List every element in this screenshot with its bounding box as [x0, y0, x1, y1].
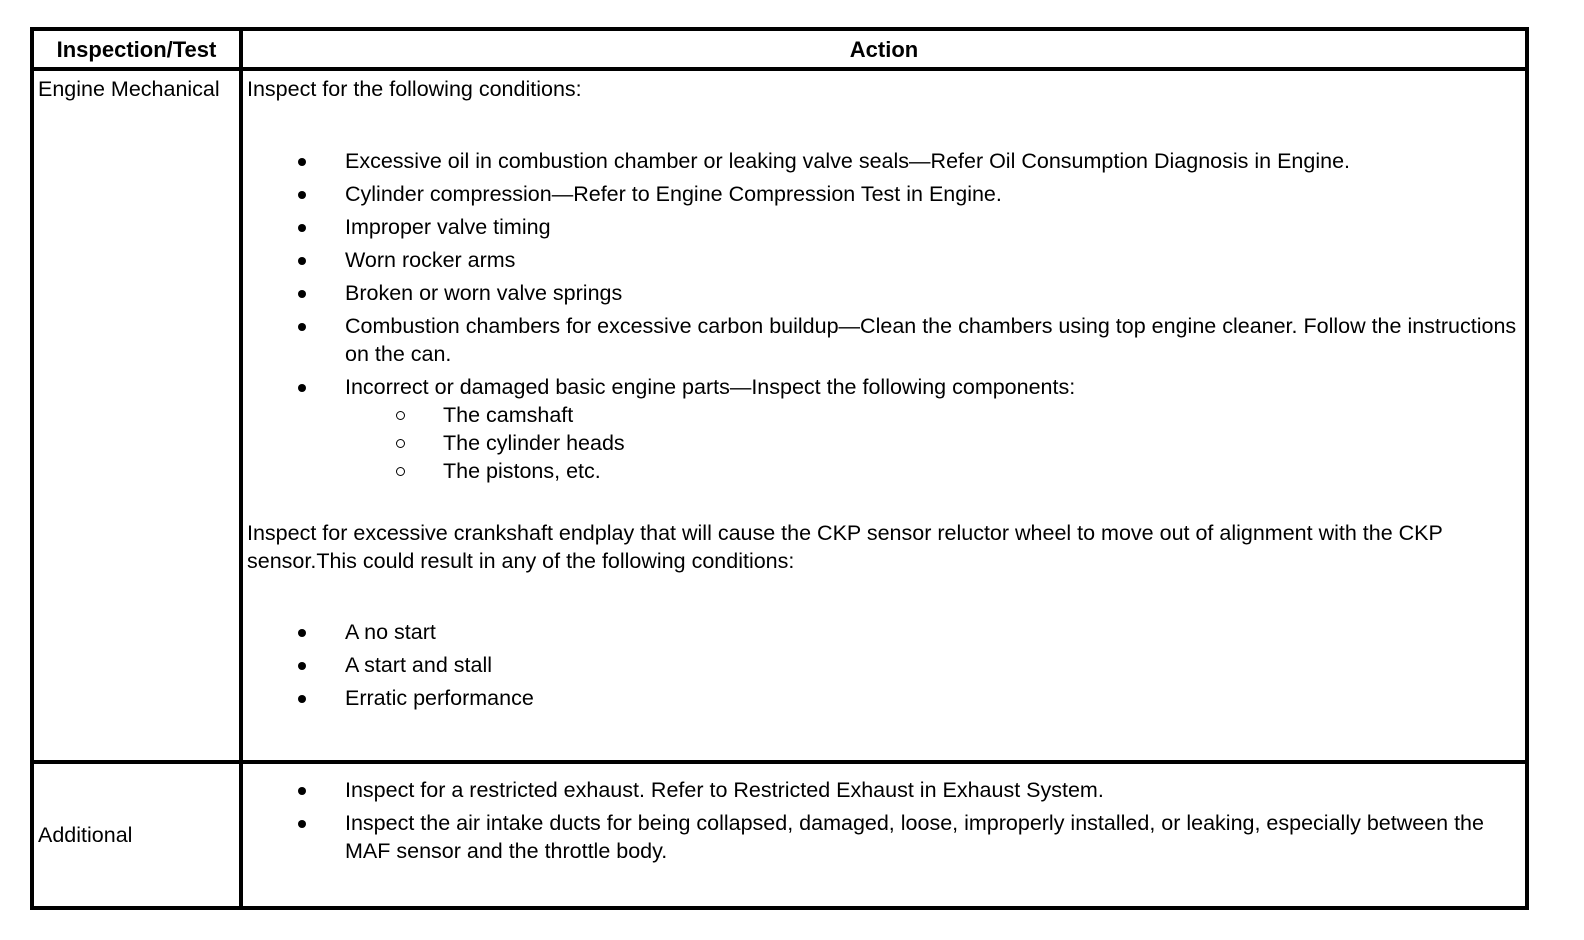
bullet-icon [298, 224, 306, 232]
header-action: Action [849, 37, 919, 62]
header-inspection-test: Inspection/Test [56, 37, 217, 62]
bullet-icon [298, 158, 306, 166]
bullet-icon [298, 290, 306, 298]
bullet-icon [298, 323, 306, 331]
condition-list [247, 147, 1521, 485]
bullet-icon [298, 191, 306, 199]
bullet-icon [298, 257, 306, 265]
circle-bullet-icon [396, 467, 405, 476]
list-item: Erratic performance [247, 684, 1521, 712]
crankshaft-paragraph: Inspect for excessive crankshaft endplay that will cause the CKP sensor reluctor wheel to move out of alignment with the CKP sensor.This could result in any of the following conditions: [247, 521, 1443, 573]
header-divider [34, 67, 1525, 71]
row-label-engine-mechanical: Engine Mechanical [38, 77, 220, 101]
bullet-icon [298, 384, 306, 392]
intro-text: Inspect for the following conditions: [247, 77, 582, 101]
additional-list [247, 776, 1521, 865]
sub-list-item: The cylinder heads [345, 429, 1521, 457]
list-item: Inspect for a restricted exhaust. Refer to Restricted Exhaust in Exhaust System. [247, 776, 1521, 804]
bullet-icon [298, 662, 306, 670]
list-item: Excessive oil in combustion chamber or leaking valve seals—Refer Oil Consumption Diagnosis in Engine. [247, 147, 1521, 175]
bullet-icon [298, 787, 306, 795]
bullet-icon [298, 695, 306, 703]
row-action-additional [247, 776, 1521, 870]
row-action-engine-mechanical [247, 75, 1521, 717]
list-item: A no start [247, 618, 1521, 646]
component-list [345, 401, 1521, 485]
result-list [247, 618, 1521, 712]
bullet-icon [298, 629, 306, 637]
list-item: Improper valve timing [247, 213, 1521, 241]
sub-list-item: The pistons, etc. [345, 457, 1521, 485]
list-item: Combustion chambers for excessive carbon buildup—Clean the chambers using top engine cleaner. Follow the instructions on the can. [247, 312, 1521, 368]
bullet-icon [298, 820, 306, 828]
list-item: Inspect the air intake ducts for being collapsed, damaged, loose, improperly installed, or leaking, especially between the MAF sensor and the throttle body. [247, 809, 1521, 865]
inspection-table [30, 27, 1529, 910]
circle-bullet-icon [396, 439, 405, 448]
column-divider [239, 31, 243, 906]
circle-bullet-icon [396, 411, 405, 420]
list-item: Incorrect or damaged basic engine parts—Inspect the following components: The camshaft The cylinder heads The pistons, etc. [247, 373, 1521, 485]
sub-list-item: The camshaft [345, 401, 1521, 429]
list-item: Worn rocker arms [247, 246, 1521, 274]
list-item: A start and stall [247, 651, 1521, 679]
row-divider [34, 760, 1525, 764]
list-item: Cylinder compression—Refer to Engine Compression Test in Engine. [247, 180, 1521, 208]
list-item: Broken or worn valve springs [247, 279, 1521, 307]
row-label-additional: Additional [38, 823, 133, 847]
